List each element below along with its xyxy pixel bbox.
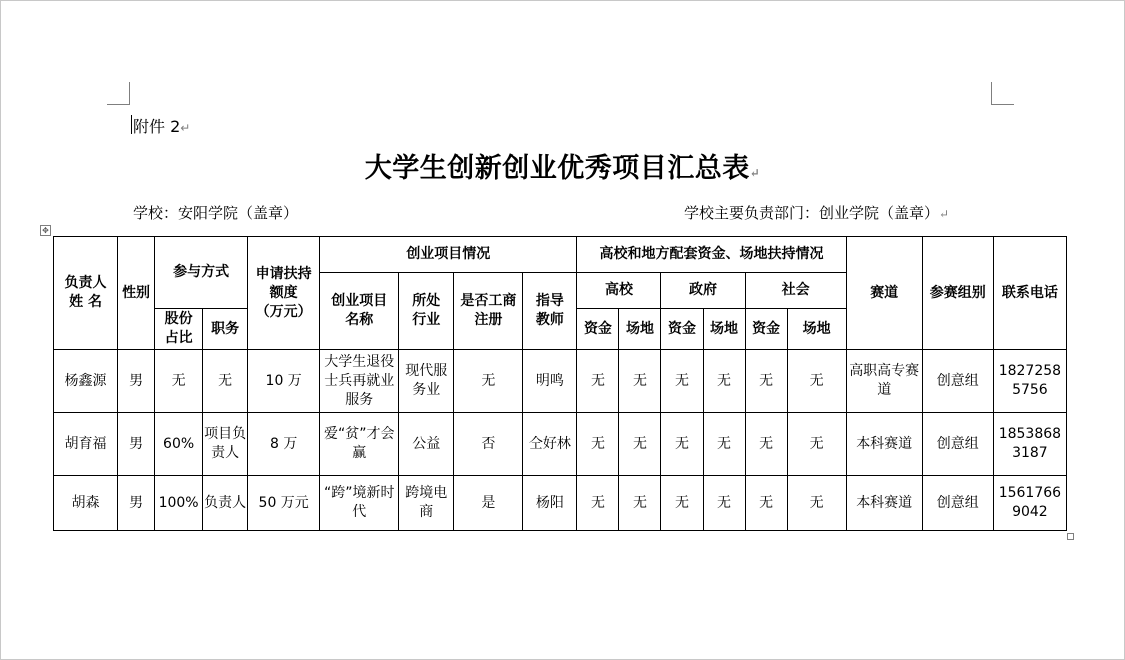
cell-soc-venue[interactable]: 无 <box>787 476 846 531</box>
header-government-venue: 场地 <box>703 309 745 350</box>
cell-gov-venue[interactable]: 无 <box>703 476 745 531</box>
header-group: 参赛组别 <box>922 237 993 350</box>
header-government-funds: 资金 <box>661 309 703 350</box>
cell-gov-venue[interactable]: 无 <box>703 350 745 413</box>
table-row <box>54 476 1067 531</box>
cell-gov-venue[interactable]: 无 <box>703 413 745 476</box>
cell-mentor[interactable]: 明鸣 <box>523 350 577 413</box>
cell-position[interactable]: 项目负责人 <box>203 413 248 476</box>
cell-registered[interactable]: 是 <box>454 476 523 531</box>
header-matching-support: 高校和地方配套资金、场地扶持情况 <box>577 237 846 273</box>
cell-amount[interactable]: 8 万 <box>248 413 320 476</box>
cell-phone[interactable]: 18538683187 <box>993 413 1066 476</box>
crop-mark-top-right <box>991 82 1014 105</box>
header-project-name: 创业项目 名称 <box>320 273 399 350</box>
cell-gender[interactable]: 男 <box>118 350 155 413</box>
header-registered: 是否工商 注册 <box>454 273 523 350</box>
cell-mentor[interactable]: 杨阳 <box>523 476 577 531</box>
table-move-handle-icon[interactable]: ✥ <box>40 225 51 236</box>
cell-share[interactable]: 无 <box>155 350 203 413</box>
header-society: 社会 <box>745 273 846 309</box>
header-support-amount: 申请扶持 额度 （万元） <box>248 237 320 350</box>
header-government: 政府 <box>661 273 745 309</box>
table-resize-handle[interactable] <box>1067 533 1074 540</box>
cell-uni-venue[interactable]: 无 <box>619 476 661 531</box>
cell-name[interactable]: 杨鑫源 <box>54 350 118 413</box>
cell-soc-venue[interactable]: 无 <box>787 413 846 476</box>
cell-group[interactable]: 创意组 <box>922 350 993 413</box>
header-university: 高校 <box>577 273 661 309</box>
cell-gov-funds[interactable]: 无 <box>661 413 703 476</box>
cell-group[interactable]: 创意组 <box>922 476 993 531</box>
header-university-funds: 资金 <box>577 309 619 350</box>
cell-industry[interactable]: 公益 <box>399 413 454 476</box>
cell-track[interactable]: 高职高专赛道 <box>846 350 922 413</box>
cell-soc-venue[interactable]: 无 <box>787 350 846 413</box>
cell-track[interactable]: 本科赛道 <box>846 476 922 531</box>
cell-soc-funds[interactable]: 无 <box>745 476 787 531</box>
cell-phone[interactable]: 15617669042 <box>993 476 1066 531</box>
cell-gov-funds[interactable]: 无 <box>661 350 703 413</box>
cell-mentor[interactable]: 仝好林 <box>523 413 577 476</box>
cell-registered[interactable]: 否 <box>454 413 523 476</box>
header-society-venue: 场地 <box>787 309 846 350</box>
header-position: 职务 <box>203 309 248 350</box>
attachment-label[interactable]: 附件 2↵ <box>133 117 191 136</box>
header-phone: 联系电话 <box>993 237 1066 350</box>
header-society-funds: 资金 <box>745 309 787 350</box>
cell-uni-funds[interactable]: 无 <box>577 476 619 531</box>
cell-project[interactable]: 爱“贫”才会赢 <box>320 413 399 476</box>
header-industry: 所处 行业 <box>399 273 454 350</box>
cell-group[interactable]: 创意组 <box>922 413 993 476</box>
header-track: 赛道 <box>846 237 922 350</box>
cell-uni-venue[interactable]: 无 <box>619 350 661 413</box>
header-mentor: 指导 教师 <box>523 273 577 350</box>
cell-name[interactable]: 胡森 <box>54 476 118 531</box>
cell-position[interactable]: 负责人 <box>203 476 248 531</box>
cell-track[interactable]: 本科赛道 <box>846 413 922 476</box>
header-participation: 参与方式 <box>155 237 248 309</box>
cell-amount[interactable]: 50 万元 <box>248 476 320 531</box>
cell-uni-funds[interactable]: 无 <box>577 413 619 476</box>
cell-industry[interactable]: 现代服务业 <box>399 350 454 413</box>
cell-soc-funds[interactable]: 无 <box>745 413 787 476</box>
header-share-ratio: 股份 占比 <box>155 309 203 350</box>
summary-table <box>53 236 1067 531</box>
cell-share[interactable]: 100% <box>155 476 203 531</box>
cell-gender[interactable]: 男 <box>118 413 155 476</box>
cell-soc-funds[interactable]: 无 <box>745 350 787 413</box>
cell-uni-funds[interactable]: 无 <box>577 350 619 413</box>
document-title[interactable]: 大学生创新创业优秀项目汇总表↵ <box>364 153 761 184</box>
table-row <box>54 350 1067 413</box>
header-university-venue: 场地 <box>619 309 661 350</box>
cell-uni-venue[interactable]: 无 <box>619 413 661 476</box>
table-row <box>54 413 1067 476</box>
school-line[interactable]: 学校：安阳学院（盖章） <box>133 204 299 222</box>
header-project-info: 创业项目情况 <box>320 237 577 273</box>
cell-project[interactable]: “跨”境新时代 <box>320 476 399 531</box>
cell-position[interactable]: 无 <box>203 350 248 413</box>
department-line[interactable]: 学校主要负责部门：创业学院（盖章）↵ <box>684 204 950 222</box>
cell-project[interactable]: 大学生退役士兵再就业服务 <box>320 350 399 413</box>
cell-industry[interactable]: 跨境电商 <box>399 476 454 531</box>
text-cursor <box>131 115 132 134</box>
cell-gov-funds[interactable]: 无 <box>661 476 703 531</box>
cell-registered[interactable]: 无 <box>454 350 523 413</box>
crop-mark-top-left <box>107 82 130 105</box>
cell-share[interactable]: 60% <box>155 413 203 476</box>
header-leader-name: 负责人 姓 名 <box>54 237 118 350</box>
header-gender: 性别 <box>118 237 155 350</box>
cell-gender[interactable]: 男 <box>118 476 155 531</box>
cell-name[interactable]: 胡育福 <box>54 413 118 476</box>
cell-amount[interactable]: 10 万 <box>248 350 320 413</box>
cell-phone[interactable]: 18272585756 <box>993 350 1066 413</box>
